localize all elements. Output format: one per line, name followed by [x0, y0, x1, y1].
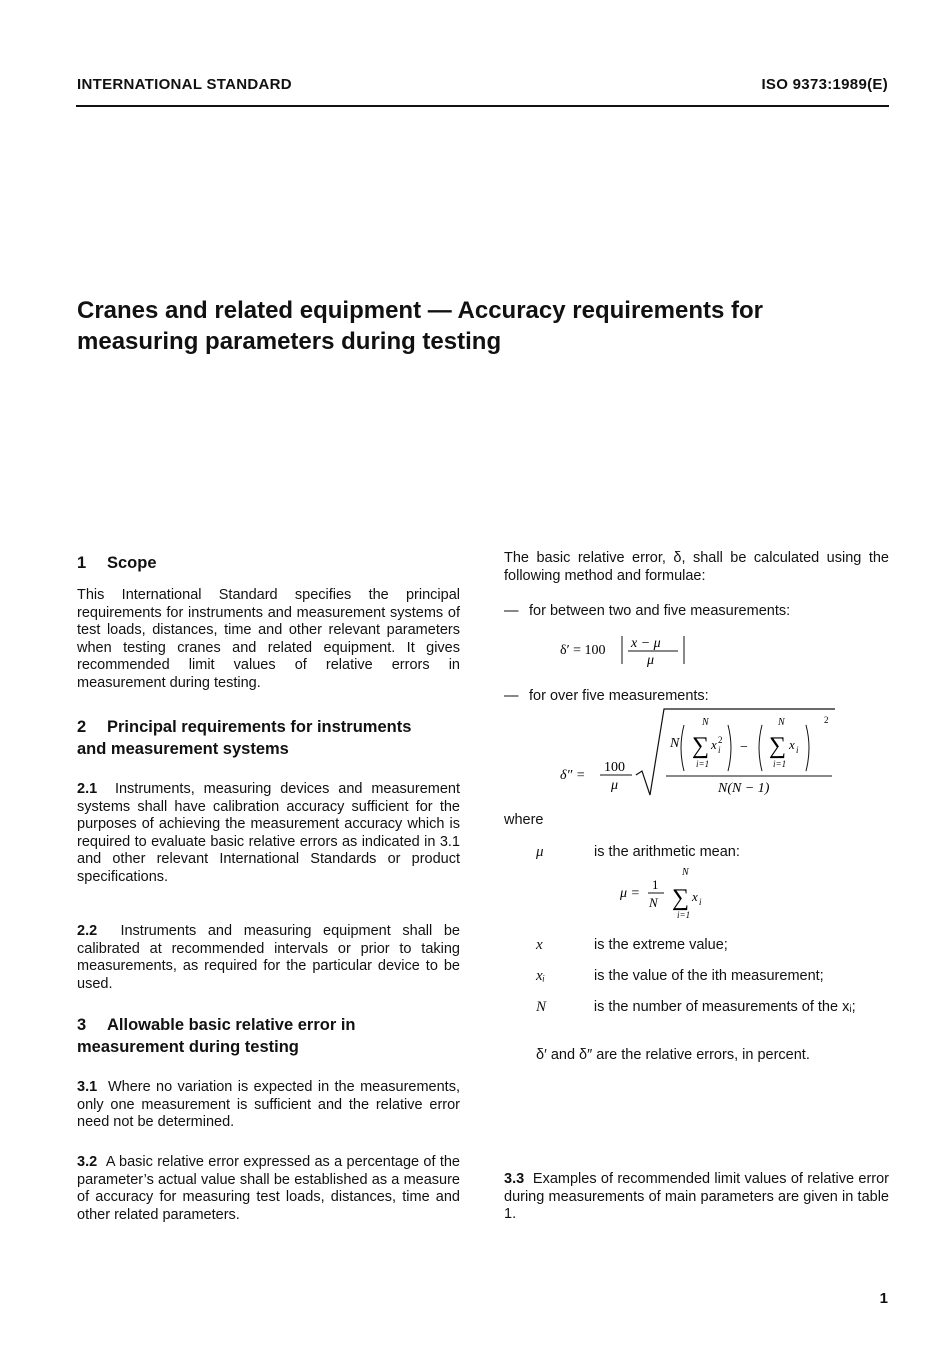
sum-term-1-sub: i	[718, 745, 721, 755]
radicand-numerator	[669, 715, 829, 771]
section-3-title-line-1: Allowable basic relative error in	[107, 1016, 356, 1034]
list-item-two-to-five-text: for between two and five measurements:	[529, 603, 791, 619]
paragraph-2-1	[77, 781, 460, 887]
list-item-two-to-five	[504, 603, 889, 621]
section-3-number: 3	[77, 1016, 87, 1034]
section-2-title-line-2: and measurement systems	[77, 740, 289, 758]
formula-1-lhs: δ′ = 100	[560, 643, 606, 658]
formula-1-numerator: x − μ	[631, 636, 661, 651]
paragraph-3-1-text: Where no variation is expected in the measurements, only one measurement is sufficient and the relative error need not be determined.	[77, 1079, 460, 1131]
section-3-heading	[77, 1014, 460, 1058]
paragraph-3-3-number: 3.3	[504, 1171, 525, 1187]
formula-mu-numerator: 1	[652, 877, 659, 892]
minus-sign: −	[740, 740, 748, 755]
section-1-number: 1	[77, 554, 87, 572]
where-label: where	[504, 812, 544, 828]
definition-x	[504, 937, 889, 955]
list-item-over-five-text: for over five measurements:	[529, 688, 709, 704]
header-rule	[76, 105, 889, 107]
paragraph-3-2-text: A basic relative error expressed as a percentage of the parameter’s actual value shall be established as a measure of accuracy for measuring test loads, distances, time and other related parameters.	[77, 1154, 460, 1223]
section-2-title-line-1: Principal requirements for instruments	[107, 718, 412, 736]
sum-sign-1: ∑	[692, 733, 710, 759]
definition-xi-text: is the value of the ith measurement;	[594, 968, 824, 984]
paragraph-2-1-number: 2.1	[77, 781, 98, 797]
sum-sign-2: ∑	[769, 733, 787, 759]
definition-x-symbol: x	[536, 937, 543, 953]
definition-mu-text: is the arithmetic mean:	[594, 844, 740, 860]
dash-marker: —	[504, 603, 519, 619]
formula-mu-denominator: N	[649, 895, 658, 910]
definition-N-text: is the number of measurements of the xᵢ;	[593, 999, 856, 1015]
mu-sum-upper: N	[682, 867, 689, 878]
sum-term-2: x	[789, 737, 795, 752]
mu-sum-lower: i=1	[677, 910, 691, 920]
definition-x-text: is the extreme value;	[594, 937, 728, 953]
dash-marker: —	[504, 688, 519, 704]
page-number: 1	[879, 1290, 888, 1307]
paragraph-3-3-text: Examples of recommended limit values of relative error during measurements of main parameters are given in table 1.	[504, 1171, 890, 1223]
basic-error-intro: The basic relative error, δ, shall be calculated using the following method and formulae:	[504, 550, 889, 584]
paragraph-3-3	[504, 1171, 889, 1224]
sum-term-1-exp: 2	[718, 735, 723, 745]
definition-xi-symbol: xᵢ	[536, 968, 546, 984]
sum-term-2-sub: i	[796, 745, 799, 755]
formula-2-denominator: N(N − 1)	[718, 781, 770, 796]
formula-2-coefficient: 100	[604, 760, 625, 775]
section-2-heading	[77, 716, 460, 760]
paren-close-1	[728, 725, 731, 771]
sum-term-1: x	[711, 737, 717, 752]
section-1-title: Scope	[107, 554, 157, 572]
radicand-N: N	[670, 736, 680, 751]
paragraph-3-2-number: 3.2	[77, 1154, 98, 1170]
definition-mu	[504, 844, 889, 862]
relative-errors-note: δ′ and δ″ are the relative errors, in percent.	[536, 1047, 810, 1063]
paragraph-2-2-number: 2.2	[77, 923, 98, 939]
formula-delta-prime	[560, 630, 700, 670]
paragraph-2-2	[77, 923, 460, 993]
paragraph-3-1-number: 3.1	[77, 1079, 98, 1095]
formula-mu-lhs: μ =	[620, 886, 640, 901]
formula-2-coef-denominator: μ	[611, 778, 619, 793]
paragraph-3-1	[77, 1079, 460, 1132]
formula-mu	[620, 864, 730, 920]
mu-sum-term: x	[692, 889, 698, 904]
mu-sum-term-sub: i	[699, 897, 702, 907]
title-line-2: measuring parameters during testing	[77, 328, 502, 355]
formula-2-lhs: δ″ =	[560, 768, 586, 783]
section-2-number: 2	[77, 718, 87, 736]
title-line-1: Cranes and related equipment — Accuracy requirements for	[77, 297, 763, 324]
header-right: ISO 9373:1989(E)	[761, 76, 888, 93]
paren-close-2	[806, 725, 809, 771]
sum-lower-1: i=1	[696, 759, 710, 769]
sum-upper-2: N	[778, 717, 785, 728]
section-3-title-line-2: measurement during testing	[77, 1038, 299, 1056]
header-left: INTERNATIONAL STANDARD	[77, 76, 292, 93]
paragraph-2-2-text: Instruments and measuring equipment shall be calibrated at recommended intervals or prior to taking measurements, as required for the particular device to be used.	[77, 923, 460, 992]
definition-N	[504, 999, 889, 1017]
outer-exponent: 2	[824, 715, 829, 725]
definition-mu-symbol: μ	[536, 844, 544, 860]
mu-sum-sign: ∑	[672, 885, 690, 911]
formula-delta-double-prime	[560, 703, 850, 803]
paren-open-1	[681, 725, 684, 771]
paren-open-2	[759, 725, 762, 771]
definition-xi	[504, 968, 889, 986]
paragraph-3-2	[77, 1154, 460, 1224]
page-title	[77, 295, 877, 357]
sum-upper-1: N	[702, 717, 709, 728]
scope-paragraph: This International Standard specifies the principal requirements for instruments and measurement systems of test loads, distances, time and other relevant parameters when testing cranes and related equipment. It gives recommended limit values of relative errors in measurement during testing.	[77, 587, 460, 691]
sum-lower-2: i=1	[773, 759, 787, 769]
paragraph-2-1-text: Instruments, measuring devices and measurement systems shall have calibration accuracy sufficient for the purposes of achieving the measurement accuracy which is required to evaluate basic relative errors as indicated in 3.1 and other relevant International Standards or product specifications.	[77, 781, 460, 885]
definition-N-symbol: N	[536, 999, 547, 1015]
section-1-heading	[77, 552, 460, 574]
formula-1-denominator: μ	[647, 653, 655, 668]
